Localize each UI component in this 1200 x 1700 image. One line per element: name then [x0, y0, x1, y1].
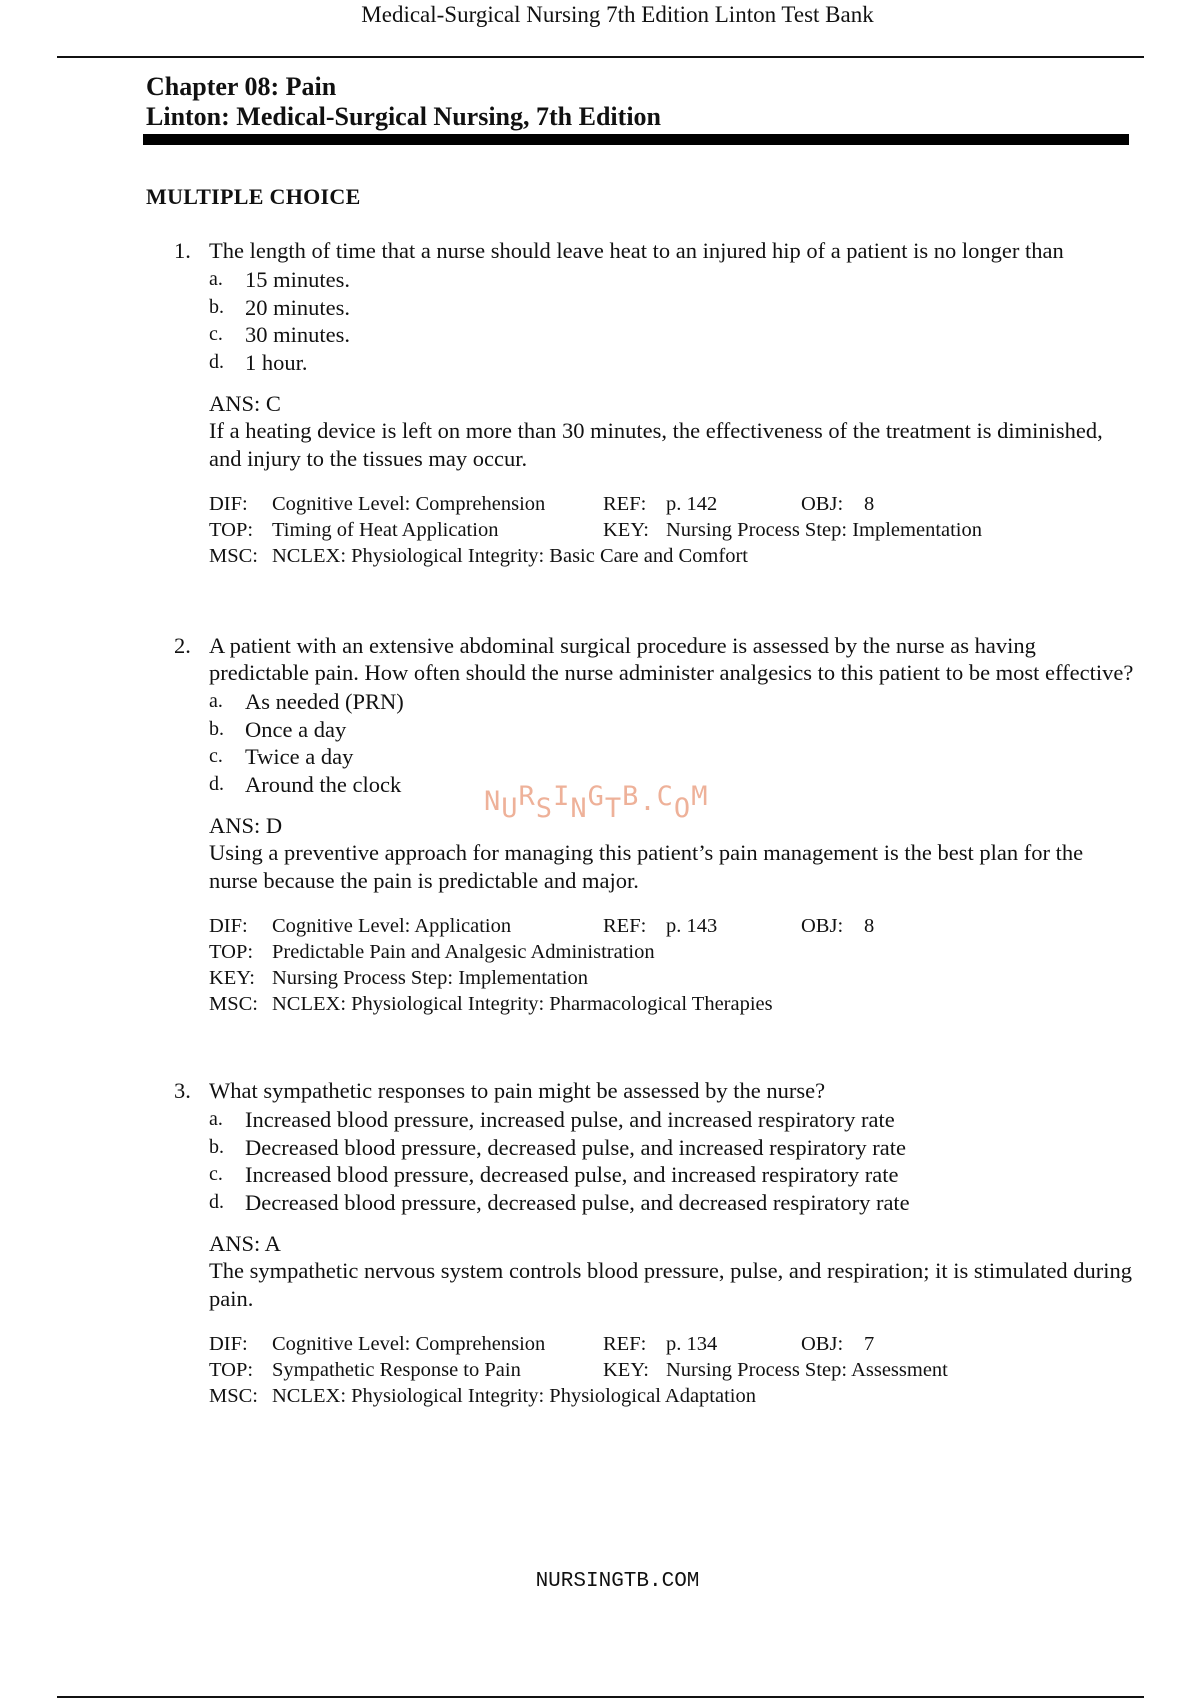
option-c: c. Increased blood pressure, decreased pulse, and increased respiratory rate	[209, 1162, 899, 1187]
page-reference: p. 143	[666, 915, 718, 937]
topic: Sympathetic Response to Pain	[272, 1359, 521, 1381]
option-b: b. Once a day	[209, 716, 347, 742]
header-rule	[57, 56, 1144, 58]
page-reference: p. 134	[666, 1333, 718, 1355]
key: Nursing Process Step: Assessment	[666, 1359, 948, 1381]
answer: ANS: A	[209, 1231, 281, 1256]
chapter-title: Chapter 08: Pain	[146, 72, 337, 101]
question-text: The length of time that a nurse should leave heat to an injured hip of a patient is no longer than	[209, 238, 1064, 263]
question-1	[174, 237, 1134, 569]
difficulty: Cognitive Level: Comprehension	[272, 493, 546, 515]
question-3	[174, 1077, 1134, 1409]
options-list	[209, 1106, 1134, 1216]
question-metadata: DIF: Cognitive Level: Comprehension REF: p. 134 OBJ: 7 TOP: Sympathetic Response to Pain KEY: Nursing Process Step: Assessment MSC: NCLEX: Physiological Integrity: Physiological Adaptation	[209, 1333, 948, 1407]
option-b: b. 20 minutes.	[209, 294, 350, 320]
option-d: d. Around the clock	[209, 771, 402, 797]
difficulty: Cognitive Level: Comprehension	[272, 1333, 546, 1355]
question-stem	[174, 1077, 1134, 1104]
watermark: NURSINGTB.COM	[484, 781, 709, 824]
key: Nursing Process Step: Implementation	[666, 519, 982, 541]
option-c: c. Twice a day	[209, 744, 354, 769]
running-title: Medical-Surgical Nursing 7th Edition Linton Test Bank	[361, 2, 874, 27]
topic: Timing of Heat Application	[272, 519, 499, 541]
key: Nursing Process Step: Implementation	[272, 967, 588, 989]
section-heading: MULTIPLE CHOICE	[146, 184, 361, 209]
rationale: The sympathetic nervous system controls blood pressure, pulse, and respiration; it is stimulated during pain.	[209, 1258, 1132, 1311]
question-metadata: DIF: Cognitive Level: Comprehension REF: p. 142 OBJ: 8 TOP: Timing of Heat Application KEY: Nursing Process Step: Implementation MSC: NCLEX: Physiological Integrity: Basic Care and Comfort	[209, 493, 982, 567]
objective: 7	[864, 1333, 875, 1355]
msc: NCLEX: Physiological Integrity: Basic Care and Comfort	[272, 545, 748, 567]
question-text: A patient with an extensive abdominal surgical procedure is assessed by the nurse as having predictable pain. How often should the nurse administer analgesics to this patient to be most effective?	[209, 633, 1134, 685]
difficulty: Cognitive Level: Application	[272, 915, 512, 937]
footer-site	[0, 1570, 1200, 1593]
page-reference: p. 142	[666, 493, 718, 515]
answer: ANS: C	[209, 391, 281, 416]
option-b: b. Decreased blood pressure, decreased pulse, and increased respiratory rate	[209, 1134, 906, 1160]
option-a: a. Increased blood pressure, increased pulse, and increased respiratory rate	[209, 1107, 895, 1132]
option-d: d. Decreased blood pressure, decreased pulse, and decreased respiratory rate	[209, 1189, 910, 1215]
objective: 8	[864, 493, 875, 515]
rationale: Using a preventive approach for managing this patient’s pain management is the best plan for the nurse because the pain is predictable and major.	[209, 840, 1084, 893]
option-c: c. 30 minutes.	[209, 322, 350, 347]
option-d: d. 1 hour.	[209, 349, 308, 375]
question-metadata: DIF: Cognitive Level: Application REF: p. 143 OBJ: 8 TOP: Predictable Pain and Analgesic Administration KEY: Nursing Process Step: Implementation MSC: NCLEX: Physiological Integrity: Pharmacological Therapies	[209, 915, 875, 1015]
chapter-block	[146, 72, 1129, 132]
option-a: a. 15 minutes.	[209, 267, 350, 292]
option-a: a. As needed (PRN)	[209, 689, 404, 714]
footer-site-text: NURSINGTB.COM	[535, 1570, 700, 1593]
options-list	[209, 266, 1134, 376]
chapter-rule	[143, 134, 1129, 145]
question-stem	[174, 632, 1134, 686]
question-number: 3.	[174, 1078, 191, 1103]
book-title: Linton: Medical-Surgical Nursing, 7th Edition	[146, 102, 661, 131]
footer-rule	[57, 1696, 1144, 1698]
question-text: What sympathetic responses to pain might be assessed by the nurse?	[209, 1078, 826, 1103]
page-header	[0, 0, 1200, 56]
msc: NCLEX: Physiological Integrity: Pharmacological Therapies	[272, 993, 773, 1015]
question-number: 2.	[174, 633, 191, 658]
question-2	[174, 632, 1134, 1017]
msc: NCLEX: Physiological Integrity: Physiological Adaptation	[272, 1385, 756, 1407]
question-stem	[174, 237, 1134, 264]
answer: ANS: D	[209, 813, 283, 838]
question-number: 1.	[174, 238, 191, 263]
topic: Predictable Pain and Analgesic Administration	[272, 941, 655, 963]
objective: 8	[864, 915, 875, 937]
rationale: If a heating device is left on more than 30 minutes, the effectiveness of the treatment is diminished, and injury to the tissues may occur.	[209, 418, 1103, 471]
